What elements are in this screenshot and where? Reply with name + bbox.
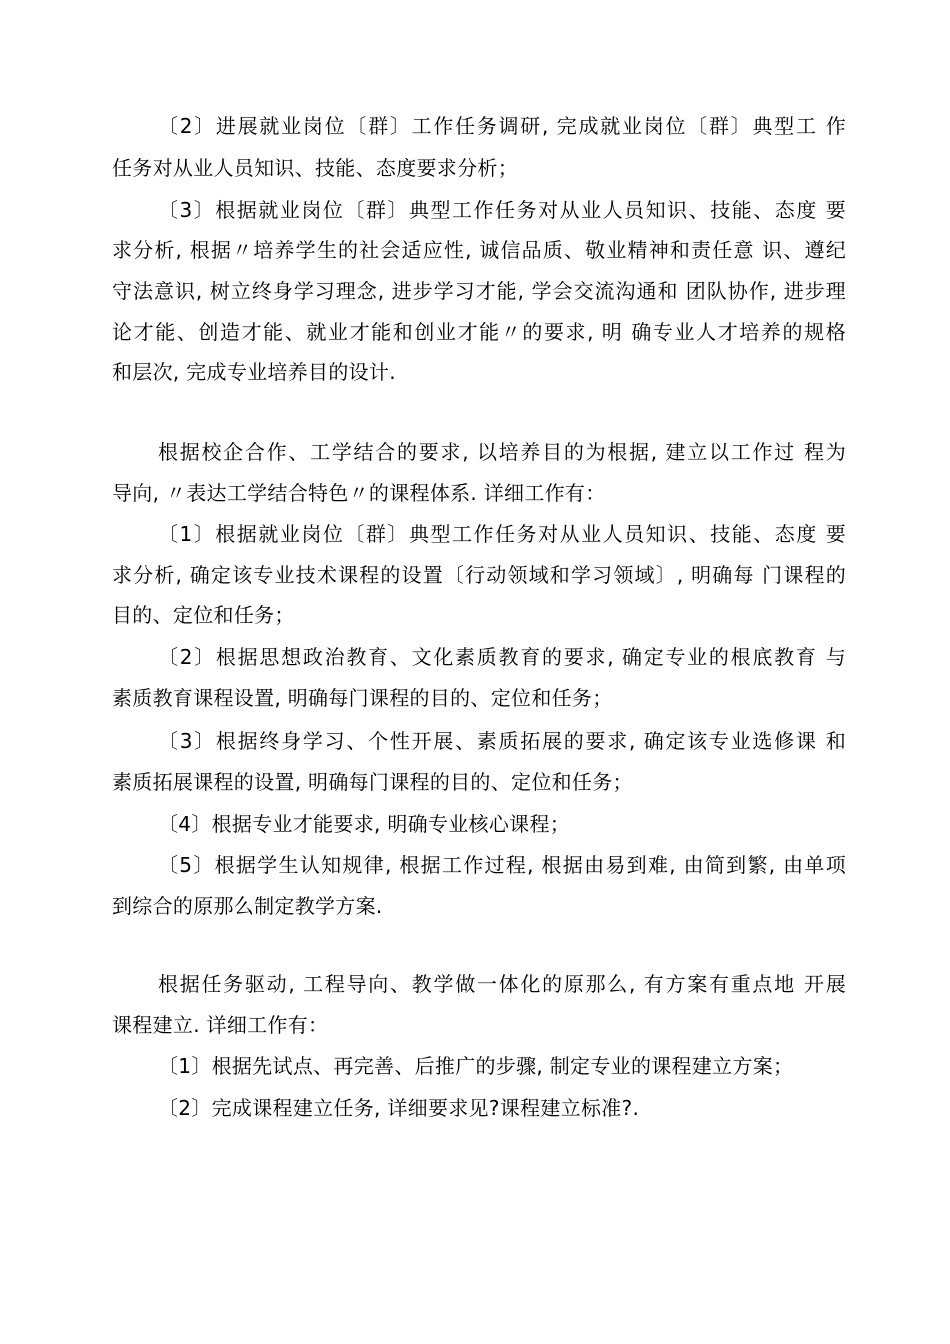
- text-line: 〔5〕根据学生认知规律, 根据工作过程, 根据由易到难, 由简到繁, 由单项: [158, 853, 846, 877]
- text-line: 素质教育课程设置, 明确每门课程的目的、定位和任务；: [112, 686, 613, 710]
- text-line: 〔3〕根据就业岗位〔群〕典型工作任务对从业人员知识、技能、态度 要: [158, 198, 846, 222]
- text-line: 求分析, 根据〃培养学生的社会适应性, 诚信品质、敬业精神和责任意 识、遵纪: [112, 238, 846, 262]
- text-line: 〔2〕进展就业岗位〔群〕工作任务调研, 完成就业岗位〔群〕典型工 作: [158, 114, 846, 138]
- text-line: 求分析, 确定该专业技术课程的设置〔行动领域和学习领域〕, 明确每 门课程的: [112, 563, 846, 587]
- text-line: 论才能、创造才能、就业才能和创业才能〃的要求, 明 确专业人才培养的规格: [112, 320, 846, 344]
- text-line: 到综合的原那么制定教学方案.: [112, 894, 383, 918]
- text-line: 〔2〕完成课程建立任务, 详细要求见?课程建立标准?.: [158, 1096, 640, 1120]
- text-line: 〔1〕根据就业岗位〔群〕典型工作任务对从业人员知识、技能、态度 要: [158, 522, 846, 546]
- text-line: 导向, 〃表达工学结合特色〃的课程体系. 详细工作有：: [112, 481, 606, 505]
- text-line: 守法意识, 树立终身学习理念, 进步学习才能, 学会交流沟通和 团队协作, 进步理: [112, 279, 846, 303]
- text-line: 和层次, 完成专业培养目的设计.: [112, 360, 396, 384]
- text-line: 课程建立. 详细工作有：: [112, 1013, 329, 1037]
- text-line: 〔1〕根据先试点、再完善、后推广的步骤, 制定专业的课程建立方案；: [158, 1054, 794, 1078]
- text-line: 〔2〕根据思想政治教育、文化素质教育的要求, 确定专业的根底教育 与: [158, 645, 846, 669]
- text-line: 目的、定位和任务；: [112, 603, 295, 627]
- text-line: 根据校企合作、工学结合的要求, 以培养目的为根据, 建立以工作过 程为: [158, 440, 846, 464]
- text-line: 根据任务驱动, 工程导向、教学做一体化的原那么, 有方案有重点地 开展: [158, 972, 846, 996]
- text-line: 素质拓展课程的设置, 明确每门课程的目的、定位和任务；: [112, 770, 633, 794]
- text-line: 〔4〕根据专业才能要求, 明确专业核心课程；: [158, 812, 571, 836]
- text-line: 任务对从业人员知识、技能、态度要求分析；: [112, 156, 518, 180]
- text-line: 〔3〕根据终身学习、个性开展、素质拓展的要求, 确定该专业选修课 和: [158, 729, 846, 753]
